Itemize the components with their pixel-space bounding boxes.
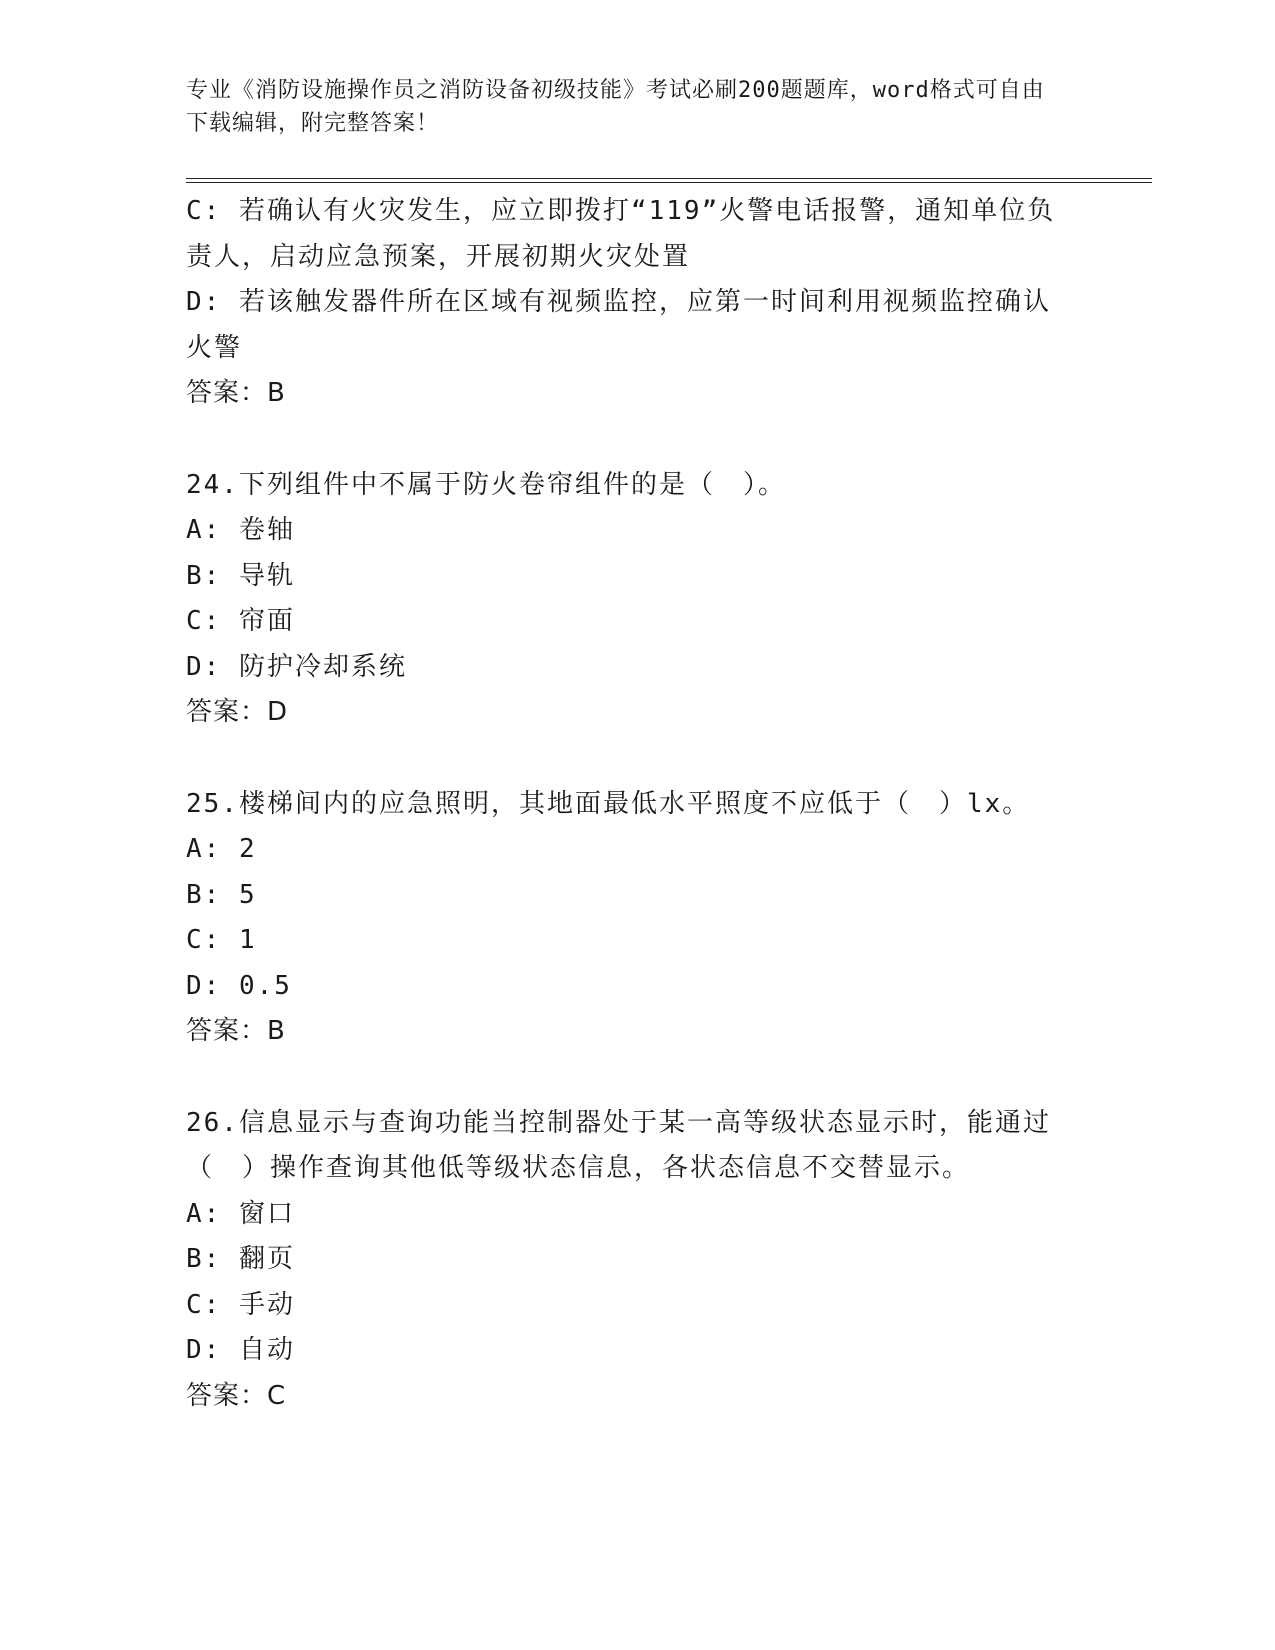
option-d: D: 若该触发器件所在区域有视频监控，应第一时间利用视频监控确认火警: [186, 287, 1051, 363]
option-d: D: 自动: [186, 1335, 295, 1365]
question-list: [186, 189, 1076, 1419]
option-c: C: 1: [186, 925, 257, 955]
spacer: [186, 1055, 1076, 1101]
question-26: [186, 1101, 1076, 1420]
answer: 答案：B: [186, 378, 286, 408]
answer: 答案：C: [186, 1380, 287, 1411]
spacer: [186, 736, 1076, 782]
option-b: B: 导轨: [186, 560, 295, 591]
answer: 答案：B: [186, 1016, 286, 1046]
option-c: C: 手动: [186, 1289, 295, 1320]
option-b: B: 翻页: [186, 1244, 295, 1274]
option-d: D: 0.5: [186, 970, 292, 1001]
question-text: 26.信息显示与查询功能当控制器处于某一高等级状态显示时，能通过（ ）操作查询其他低等级状态信息，各状态信息不交替显示。: [186, 1107, 1051, 1183]
question-text: 25.楼梯间内的应急照明，其地面最低水平照度不应低于（ ）lx。: [186, 788, 1031, 819]
option-c: C: 帘面: [186, 606, 295, 636]
header-divider-bottom: [186, 182, 1152, 183]
option-a: A: 窗口: [186, 1198, 295, 1229]
header-divider-top: [186, 178, 1152, 179]
document-header: 专业《消防设施操作员之消防设备初级技能》考试必刷200题题库，word格式可自由下载编辑，附完整答案！: [186, 78, 1045, 136]
question-text: 24.下列组件中不属于防火卷帘组件的是（ ）。: [186, 469, 786, 500]
question-24: [186, 463, 1076, 736]
option-a: A: 卷轴: [186, 515, 295, 545]
answer: 答案：D: [186, 697, 289, 727]
question-25: [186, 782, 1076, 1055]
option-d: D: 防护冷却系统: [186, 651, 407, 682]
option-b: B: 5: [186, 879, 257, 910]
question-23-continued: [186, 189, 1076, 417]
spacer: [186, 417, 1076, 463]
option-c: C: 若确认有火灾发生，应立即拨打“119”火警电话报警，通知单位负责人，启动应急预案，开展初期火灾处置: [186, 196, 1056, 272]
option-a: A: 2: [186, 834, 257, 864]
